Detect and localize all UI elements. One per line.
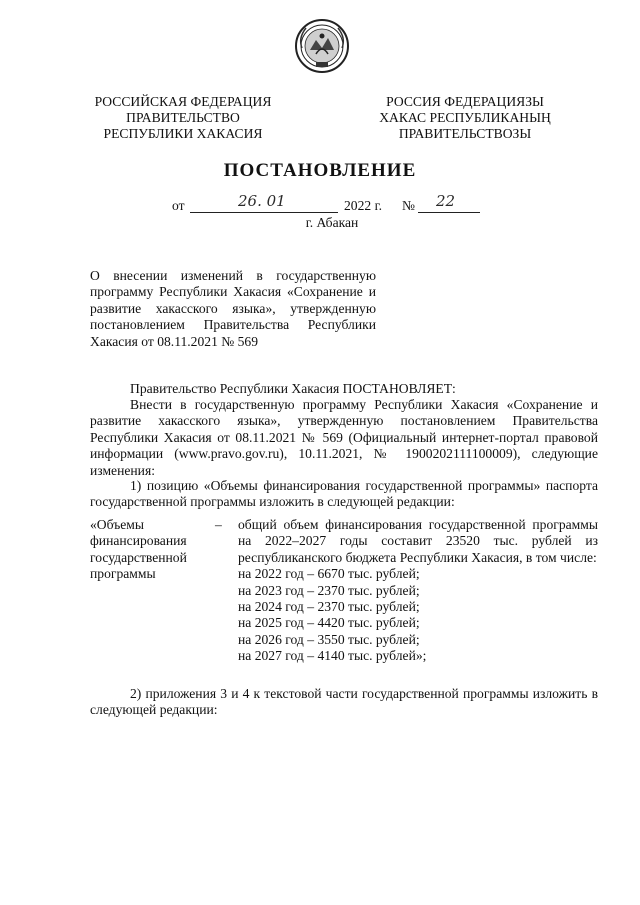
document-subject: О внесении изменений в государственную программу Республики Хакасия «Сохранение и развитие хакасского языка», утвержденную постановлением Правительства Республики Хакасия от 08.11.2021 № 569 (90, 268, 376, 349)
header-right-line: РОССИЯ ФЕДЕРАЦИЯЗЫ (386, 94, 544, 109)
number-handwritten: 22 (436, 192, 456, 210)
date-year: 2022 г. (344, 198, 383, 213)
header-right-line: ХАКАС РЕСПУБЛИКАНЫҢ (379, 110, 551, 125)
header-left-line: ПРАВИТЕЛЬСТВО (126, 110, 240, 125)
funding-row-value (238, 517, 598, 665)
city-name: г. Абакан (305, 215, 359, 230)
paragraph-item-1: 1) позицию «Объемы финансирования государственной программы» паспорта государственной программы изложить в следующей редакции: (90, 478, 598, 510)
funding-row-dash: – (215, 517, 222, 532)
date-from-label: от (172, 198, 185, 213)
number-label: № (402, 198, 415, 213)
funding-year-line: на 2024 год – 2370 тыс. рублей; (238, 599, 420, 615)
funding-year-line: на 2022 год – 6670 тыс. рублей; (238, 566, 420, 582)
funding-year-line: на 2027 год – 4140 тыс. рублей»; (238, 648, 427, 664)
header-left (78, 94, 288, 142)
header-left-line: РЕСПУБЛИКИ ХАКАСИЯ (103, 126, 263, 141)
coat-of-arms-emblem (294, 18, 350, 74)
number-underline (418, 212, 480, 213)
header-right-line: ПРАВИТЕЛЬСТВОЗЫ (398, 126, 532, 141)
funding-year-line: на 2026 год – 3550 тыс. рублей; (238, 631, 420, 647)
header-left-line: РОССИЙСКАЯ ФЕДЕРАЦИЯ (94, 94, 272, 109)
paragraph-decree: Правительство Республики Хакасия ПОСТАНОВЛЯЕТ: (130, 381, 456, 396)
funding-year-line: на 2025 год – 4420 тыс. рублей; (238, 615, 420, 631)
paragraph-item-2: 2) приложения 3 и 4 к текстовой части государственной программы изложить в следующей редакции: (90, 686, 598, 718)
date-handwritten: 26. 01 (238, 192, 286, 210)
date-line (160, 194, 490, 214)
funding-intro: общий объем финансирования государственной программы на 2022–2027 годы составит 23520 тыс. рублей из республиканского бюджета Республики Хакасия, в том числе: (238, 517, 598, 565)
header-right (360, 94, 570, 142)
paragraph-changes: Внести в государственную программу Республики Хакасия «Сохранение и развитие хакасского языка», утвержденную постановлением Правительства Республики Хакасия от 08.11.2021 № 569 (Официальный интернет-портал правовой информации (www.pravo.gov.ru), 10.11.2021, № 1900202111100009), следующие изменения: (90, 397, 598, 478)
date-underline (190, 212, 338, 213)
funding-row-label: «Объемы финансирования государственной программы (90, 517, 187, 582)
document-title: ПОСТАНОВЛЕНИЕ (223, 160, 417, 181)
funding-year-line: на 2023 год – 2370 тыс. рублей; (238, 582, 420, 598)
